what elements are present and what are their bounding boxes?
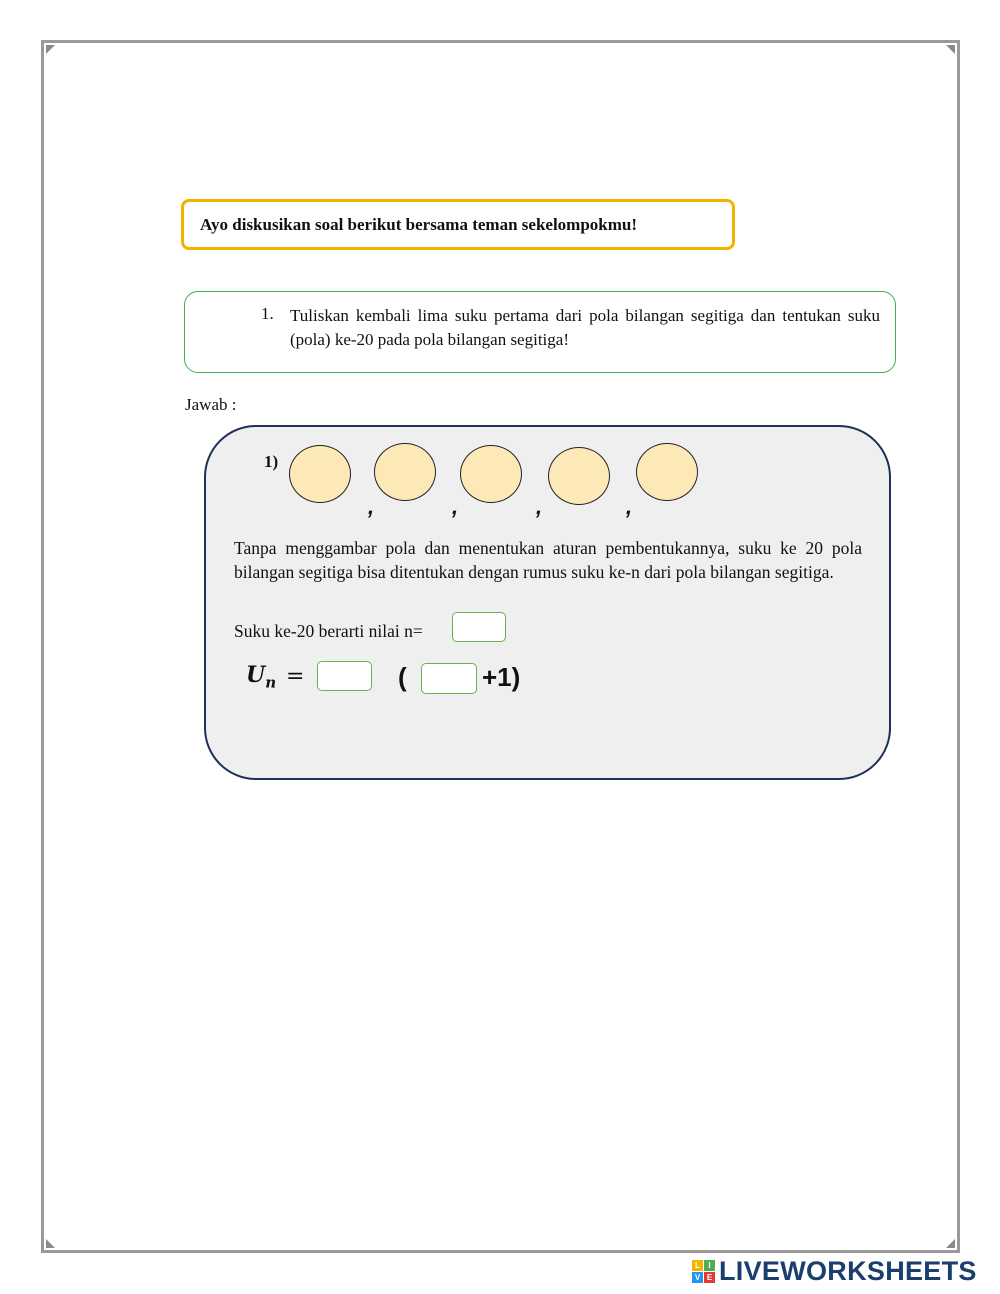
term-5-input[interactable] (636, 443, 698, 501)
term-separator: , (536, 494, 543, 519)
logo-tile: E (704, 1272, 715, 1283)
n-label: Suku ke-20 berarti nilai n= (234, 621, 423, 641)
term-separator: , (626, 494, 633, 519)
term-3-input[interactable] (460, 445, 522, 503)
formula-inner-input[interactable] (421, 663, 477, 694)
term-1-input[interactable] (289, 445, 351, 503)
corner-mark (946, 1239, 955, 1248)
question-number: 1. (261, 304, 274, 323)
answer-label: Jawab : (185, 395, 237, 414)
term-4-input[interactable] (548, 447, 610, 505)
logo-tile: I (704, 1260, 715, 1271)
term-2-input[interactable] (374, 443, 436, 501)
term-separator: , (452, 494, 459, 519)
corner-mark (46, 45, 55, 54)
formula-un (246, 662, 276, 691)
corner-mark (946, 45, 955, 54)
term-separator: , (368, 494, 375, 519)
n-value-input[interactable] (452, 612, 506, 642)
formula-n-subscript: n (265, 673, 277, 692)
answer-number: 1) (264, 452, 279, 471)
brand-name: LIVEWORKSHEETS (719, 1256, 977, 1286)
liveworksheets-brand (692, 1256, 977, 1287)
instruction-box (181, 199, 735, 250)
corner-mark (46, 1239, 55, 1248)
instruction-text: Ayo diskusikan soal berikut bersama teman sekelompokmu! (200, 214, 638, 234)
question-box (184, 291, 896, 373)
question-text: Tuliskan kembali lima suku pertama dari pola bilangan segitiga dan tentukan suku (pola) ke-20 pada pola bilangan segitiga! (290, 306, 880, 349)
logo-tile: L (692, 1260, 703, 1271)
logo-tile: V (692, 1272, 703, 1283)
formula-u-symbol: U (246, 662, 266, 688)
formula-coefficient-input[interactable] (317, 661, 372, 691)
formula-close-part: +1) (482, 662, 521, 692)
liveworksheets-logo-icon (692, 1260, 715, 1283)
explanation-paragraph: Tanpa menggambar pola dan menentukan aturan pembentukannya, suku ke 20 pola bilangan segitiga bisa ditentukan dengan rumus suku ke-n dari pola bilangan segitiga. (234, 538, 862, 582)
formula-equals: = (286, 664, 305, 689)
formula-open-paren: ( (398, 662, 407, 692)
